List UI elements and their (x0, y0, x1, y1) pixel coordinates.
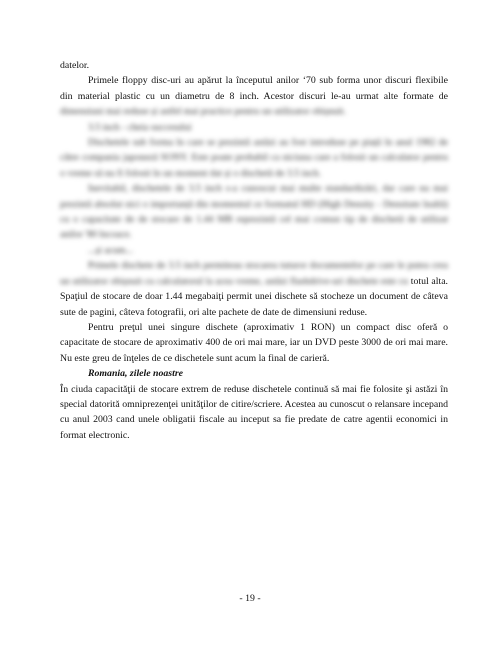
paragraph-text: totul alta. Spaţiul de stocare de doar 1.44 megabaiţi permit unei dischete să stocheze un document de câteva sute de pagini, câteva fotografii, ori alte pachete de date de dimensiuni reduse. (60, 275, 448, 318)
page-number: - 19 - (239, 593, 261, 604)
blurred-paragraph: Dischetele sub forma în care se prezintă astăzi au fost introduse pe piață în anul 1982 de către compania japoneză SONY. Este poate probabil ca niciuna care a folosit un calculator pentru o vreme să nu fi folosit în un moment dat și o dischetă de 3.5 inch. (60, 137, 448, 179)
paragraph-storage (60, 258, 448, 320)
paragraph-fragment: datelor. (60, 60, 90, 71)
paragraph-floppy-history (60, 73, 448, 119)
blurred-text: dimensiuni mai reduse și astfel mai practice pentru un utilizator obișnuit. (60, 106, 346, 118)
blurred-paragraph: Inevitabil, dischetele de 3.5 inch s-a cunoscut mai multe standardizări, dar care nu mai prezintă absolut nici o importanță din momentul ce formatul HD (High Density - Densitate înaltă) cu o capacitate de de stocare de 1.44 MB reprezintă cel mai comun tip de dischetă de utilizat anilor '80 încoace. (60, 183, 448, 241)
paragraph-text: Primele floppy disc-uri au apărut la începutul anilor ‘70 sub forma unor discuri flexibile din material plastic cu un diametru de 8 inch. Acestor discuri le-au urmat alte formate de (60, 75, 448, 102)
paragraph-price-comparison: Pentru preţul unei singure dischete (aproximativ 1 RON) un compact disc oferă o capacitate de stocare de aproximativ 400 de ori mai mare, iar un DVD peste 3000 de ori mai mare. Nu este greu de înţeles de ce dischetele sunt acum la final de carieră. (60, 321, 448, 364)
page-body (60, 58, 448, 443)
blurred-subheading: ...și acum... (88, 244, 133, 256)
blurred-text: Primele dischete de 3.5 inch permiteau stocarea tuturor documentelor pe care le putea crea un utilizator obișnuit cu calculatorul la acea vreme, astăzi flashdrive-uri dischete este cu (60, 260, 448, 287)
blurred-subheading: 3.5 inch - cheia succesului (88, 121, 192, 133)
paragraph-romania: În ciuda capacităţii de stocare extrem de reduse dischetele continuă să mai fie folosite şi astăzi în special datorită omniprezenţei unităţilor de citire/scriere. Acestea au cunoscut o relansare incepand cu anul 2003 cand unele obligatii fiscale au inceput sa fie predate de catre agentii economici in format electronic. (60, 383, 448, 441)
section-heading: Romania, zilele noastre (88, 368, 183, 380)
